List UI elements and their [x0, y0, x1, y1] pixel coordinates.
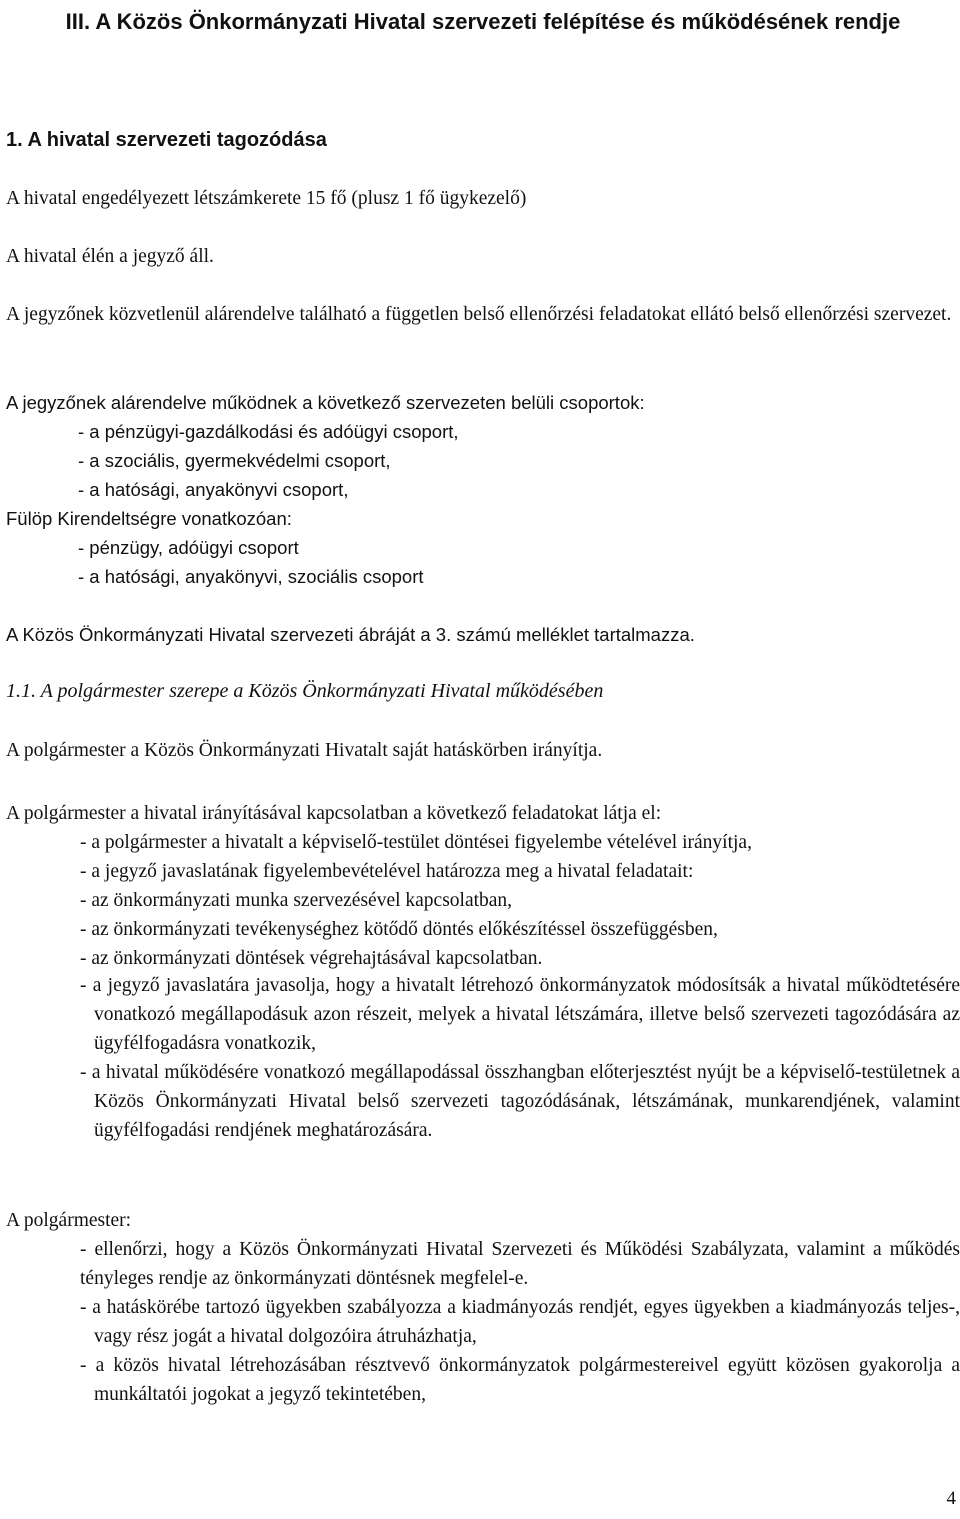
list-item: - a közös hivatal létrehozásában résztvevő önkormányzatok polgármestereivel együtt közösen gyakorolja a munkáltatói jogokat a jegyző tekintetében,	[80, 1355, 960, 1405]
section-1-1-heading: 1.1. A polgármester szerepe a Közös Önkormányzati Hivatal működésében	[6, 680, 604, 702]
paragraph-mayor-directs: A polgármester a Közös Önkormányzati Hivatalt saját hatáskörben irányítja.	[6, 740, 603, 761]
list-item: - az önkormányzati munka szervezésével kapcsolatban,	[80, 890, 513, 911]
list-item: - az önkormányzati tevékenységhez kötődő döntés előkészítéssel összefüggésben,	[80, 919, 718, 940]
list-item: - a hatósági, anyakönyvi, szociális csoport	[78, 566, 424, 587]
paragraph-org-chart-ref: A Közös Önkormányzati Hivatal szervezeti ábráját a 3. számú melléklet tartalmazza.	[6, 624, 695, 645]
paragraph-internal-audit: A jegyzőnek közvetlenül alárendelve található a független belső ellenőrzési feladatokat ellátó belső ellenőrzési szervezet.	[6, 304, 952, 325]
paragraph-headcount: A hivatal engedélyezett létszámkerete 15 fő (plusz 1 fő ügykezelő)	[6, 188, 527, 209]
list-item: - ellenőrzi, hogy a Közös Önkormányzati Hivatal Szervezeti és Működési Szabályzata, valamint a működés tényleges rendje az önkormányzati döntésnek megfelel-e.	[80, 1239, 960, 1289]
list-item: - a jegyző javaslatára javasolja, hogy a hivatalt létrehozó önkormányzatok módosítsák a hivatal működtetésére vonatkozó megállapodásuk azon részeit, melyek a hivatal létszámára, illetve belső szervezeti tagozódására az ügyfélfogadásra vonatkozik,	[80, 975, 960, 1054]
fulop-label: Fülöp Kirendeltségre vonatkozóan:	[6, 508, 292, 529]
list-item: - a szociális, gyermekvédelmi csoport,	[78, 450, 391, 471]
list-item: - a jegyző javaslatának figyelembevételével határozza meg a hivatal feladatait:	[80, 861, 694, 882]
paragraph-mayor-tasks-intro: A polgármester a hivatal irányításával kapcsolatban a következő feladatokat látja el:	[6, 803, 662, 824]
section-1-heading: 1. A hivatal szervezeti tagozódása	[6, 129, 327, 151]
list-item: - a pénzügyi-gazdálkodási és adóügyi csoport,	[78, 421, 459, 442]
list-item: - a hatáskörébe tartozó ügyekben szabályozza a kiadmányozás rendjét, egyes ügyekben a kiadmányozás teljes-, vagy rész jogát a hivatal dolgozóira átruházhatja,	[80, 1297, 960, 1347]
list-item: - a hatósági, anyakönyvi csoport,	[78, 479, 349, 500]
paragraph-mayor-label: A polgármester:	[6, 1210, 132, 1231]
list-item: - a hivatal működésére vonatkozó megállapodással összhangban előterjesztést nyújt be a képviselő-testületnek a Közös Önkormányzati Hivatal belső szervezeti tagozódásának, létszámának, munkarendjének, valamint ügyfélfogadási rendjének meghatározására.	[80, 1062, 960, 1141]
page-title: III. A Közös Önkormányzati Hivatal szervezeti felépítése és működésének rendje	[65, 9, 901, 34]
paragraph-groups-intro: A jegyzőnek alárendelve működnek a következő szervezeten belüli csoportok:	[6, 392, 645, 413]
list-item: - a polgármester a hivatalt a képviselő-testület döntései figyelembe vételével irányítja,	[80, 832, 752, 853]
page-number: 4	[946, 1488, 956, 1509]
list-item: - az önkormányzati döntések végrehajtásával kapcsolatban.	[80, 948, 543, 969]
list-item: - pénzügy, adóügyi csoport	[78, 537, 299, 558]
paragraph-notary-head: A hivatal élén a jegyző áll.	[6, 246, 214, 267]
